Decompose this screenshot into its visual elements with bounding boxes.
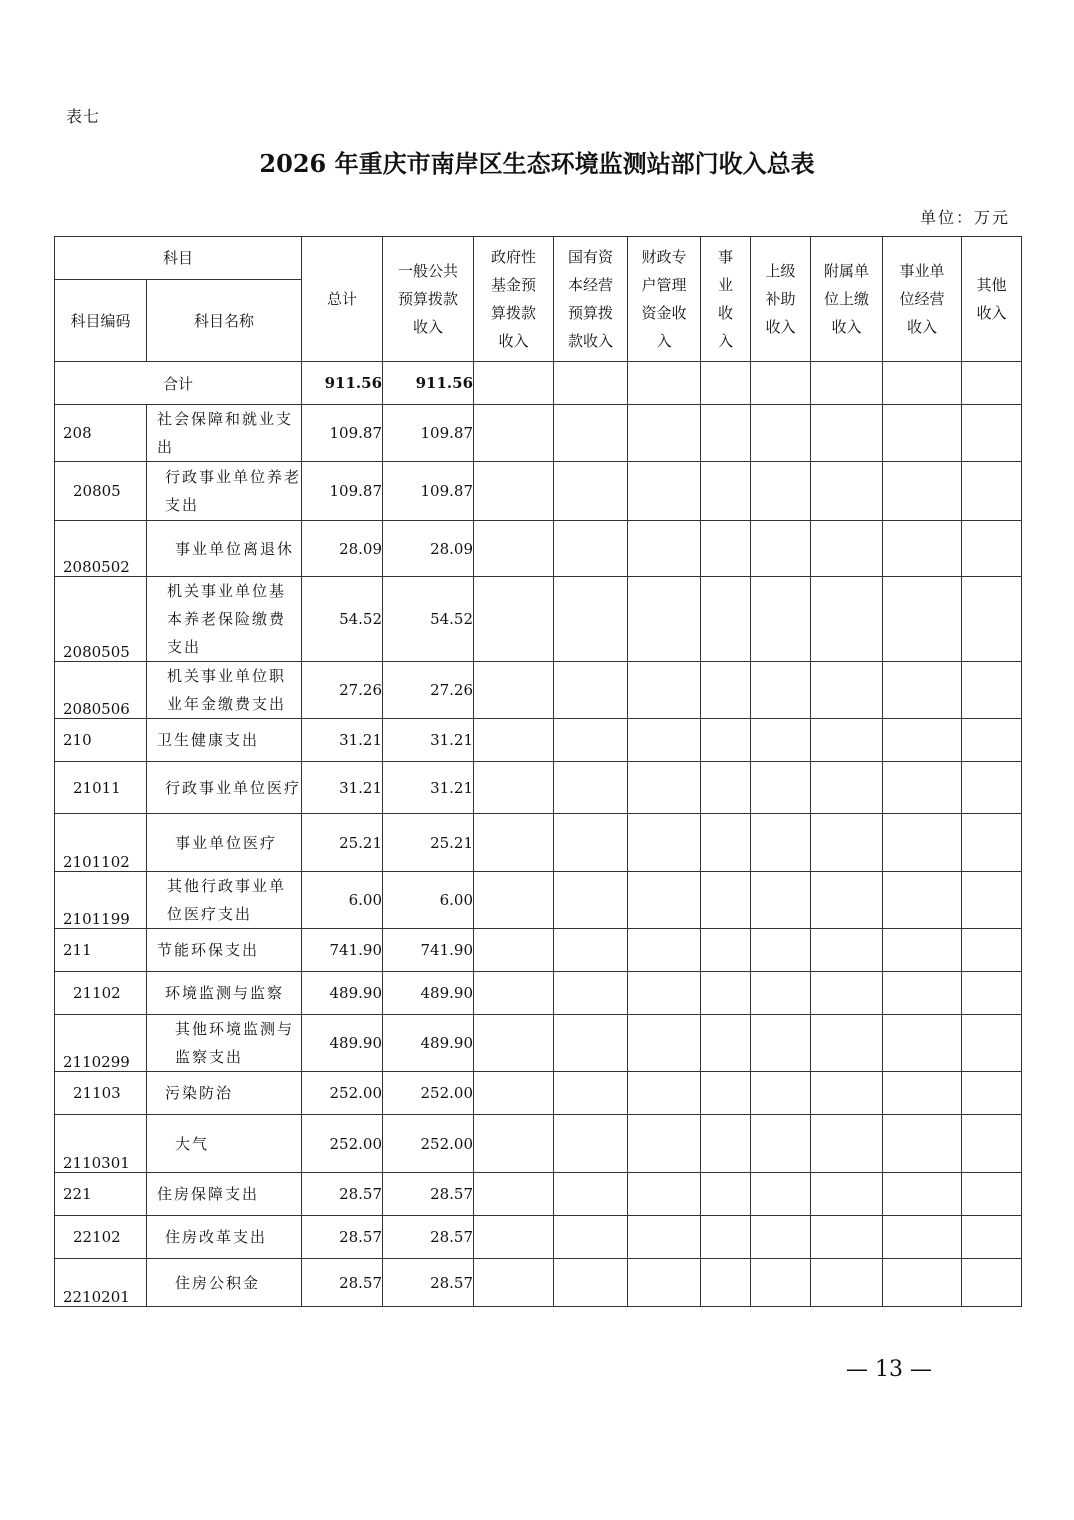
subject-name-cell: 行政事业单位医疗 xyxy=(147,762,302,814)
empty-cell xyxy=(628,1216,701,1259)
empty-cell xyxy=(811,1015,883,1072)
empty-cell xyxy=(701,719,751,762)
general-budget-cell: 28.57 xyxy=(383,1173,474,1216)
empty-cell xyxy=(701,577,751,662)
subject-name-cell: 环境监测与监察 xyxy=(147,972,302,1015)
empty-cell xyxy=(474,719,554,762)
table-row xyxy=(55,1259,1022,1307)
empty-cell xyxy=(751,521,811,577)
empty-cell xyxy=(701,405,751,462)
empty-cell xyxy=(751,929,811,972)
subject-name-cell: 卫生健康支出 xyxy=(147,719,302,762)
empty-cell xyxy=(811,814,883,872)
subject-code-cell: 2210201 xyxy=(55,1259,147,1307)
general-budget-cell: 252.00 xyxy=(383,1072,474,1115)
table-row xyxy=(55,814,1022,872)
total-cell: 28.57 xyxy=(302,1216,383,1259)
subject-code-cell: 211 xyxy=(55,929,147,972)
table-row xyxy=(55,1216,1022,1259)
empty-cell xyxy=(751,1115,811,1173)
table-row xyxy=(55,1115,1022,1173)
general-budget-cell: 489.90 xyxy=(383,1015,474,1072)
empty-cell xyxy=(751,972,811,1015)
table-row xyxy=(55,1072,1022,1115)
subject-name-cell: 住房公积金 xyxy=(147,1259,302,1307)
empty-cell xyxy=(628,1173,701,1216)
empty-cell xyxy=(751,462,811,521)
empty-cell xyxy=(628,872,701,929)
empty-cell xyxy=(962,405,1022,462)
empty-cell xyxy=(701,814,751,872)
subject-code-cell: 2110299 xyxy=(55,1015,147,1072)
general-budget-cell: 252.00 xyxy=(383,1115,474,1173)
empty-cell xyxy=(883,521,962,577)
empty-cell xyxy=(474,762,554,814)
subject-code-cell: 2110301 xyxy=(55,1115,147,1173)
empty-cell xyxy=(628,1259,701,1307)
empty-cell xyxy=(811,662,883,719)
table-row xyxy=(55,762,1022,814)
total-cell: 31.21 xyxy=(302,762,383,814)
empty-cell xyxy=(883,662,962,719)
empty-cell xyxy=(474,972,554,1015)
header-gov-fund: 政府性基金预算拨款收入 xyxy=(474,237,554,362)
empty-cell xyxy=(554,1216,628,1259)
empty-cell xyxy=(554,1015,628,1072)
empty-cell xyxy=(628,462,701,521)
empty-cell xyxy=(811,972,883,1015)
subject-name-cell: 其他环境监测与监察支出 xyxy=(147,1015,302,1072)
general-budget-cell: 31.21 xyxy=(383,719,474,762)
empty-cell xyxy=(751,719,811,762)
subject-name-cell: 污染防治 xyxy=(147,1072,302,1115)
empty-cell xyxy=(962,872,1022,929)
empty-cell xyxy=(962,1259,1022,1307)
empty-cell xyxy=(474,405,554,462)
subject-name-cell: 社会保障和就业支出 xyxy=(147,405,302,462)
empty-cell xyxy=(962,814,1022,872)
empty-cell xyxy=(751,577,811,662)
empty-cell xyxy=(554,1072,628,1115)
subject-code-cell: 21102 xyxy=(55,972,147,1015)
empty-cell xyxy=(554,814,628,872)
empty-cell xyxy=(811,1115,883,1173)
page-title: 2026 年重庆市南岸区生态环境监测站部门收入总表 xyxy=(259,149,815,178)
subject-code-cell: 2101102 xyxy=(55,814,147,872)
totals-general: 911.56 xyxy=(383,362,474,405)
empty-cell xyxy=(811,929,883,972)
total-cell: 252.00 xyxy=(302,1072,383,1115)
empty-cell xyxy=(554,405,628,462)
empty-cell xyxy=(701,1015,751,1072)
empty-cell xyxy=(474,1115,554,1173)
empty-cell xyxy=(883,762,962,814)
subject-name-cell: 事业单位医疗 xyxy=(147,814,302,872)
empty-cell xyxy=(628,814,701,872)
empty-cell xyxy=(751,662,811,719)
empty-cell xyxy=(554,577,628,662)
empty-cell xyxy=(554,972,628,1015)
empty-cell xyxy=(751,1072,811,1115)
empty-cell xyxy=(962,762,1022,814)
empty-cell xyxy=(751,405,811,462)
empty-cell xyxy=(628,1115,701,1173)
empty-cell xyxy=(811,1072,883,1115)
subject-name-cell: 住房保障支出 xyxy=(147,1173,302,1216)
general-budget-cell: 25.21 xyxy=(383,814,474,872)
total-cell: 25.21 xyxy=(302,814,383,872)
empty-cell xyxy=(962,929,1022,972)
general-budget-cell: 28.09 xyxy=(383,521,474,577)
header-subject-code: 科目编码 xyxy=(55,280,147,362)
subject-name-cell: 大气 xyxy=(147,1115,302,1173)
empty-cell xyxy=(751,1216,811,1259)
empty-cell xyxy=(962,1216,1022,1259)
table-row xyxy=(55,521,1022,577)
unit-label: 单位：万元 xyxy=(919,208,1010,227)
subject-name-cell: 其他行政事业单位医疗支出 xyxy=(147,872,302,929)
empty-cell xyxy=(883,719,962,762)
totals-row xyxy=(55,362,1022,405)
page-number: — 13 — xyxy=(846,1357,932,1382)
empty-cell xyxy=(883,814,962,872)
empty-cell xyxy=(474,577,554,662)
empty-cell xyxy=(811,762,883,814)
empty-cell xyxy=(474,1173,554,1216)
empty-cell xyxy=(628,405,701,462)
general-budget-cell: 54.52 xyxy=(383,577,474,662)
empty-cell xyxy=(554,762,628,814)
empty-cell xyxy=(628,929,701,972)
empty-cell xyxy=(883,1173,962,1216)
empty-cell xyxy=(811,462,883,521)
empty-cell xyxy=(554,719,628,762)
general-budget-cell: 6.00 xyxy=(383,872,474,929)
empty-cell xyxy=(701,929,751,972)
empty-cell xyxy=(554,462,628,521)
empty-cell xyxy=(883,462,962,521)
empty-cell xyxy=(962,1173,1022,1216)
total-cell: 109.87 xyxy=(302,462,383,521)
empty-cell xyxy=(883,577,962,662)
income-table xyxy=(54,236,1022,1307)
subject-code-cell: 210 xyxy=(55,719,147,762)
empty-cell xyxy=(628,662,701,719)
empty-cell xyxy=(962,1072,1022,1115)
empty-cell xyxy=(701,1115,751,1173)
empty-cell xyxy=(701,462,751,521)
empty-cell xyxy=(554,662,628,719)
table-label: 表七 xyxy=(66,107,101,126)
empty-cell xyxy=(962,662,1022,719)
subject-name-cell: 行政事业单位养老支出 xyxy=(147,462,302,521)
empty-cell xyxy=(628,1015,701,1072)
header-subject: 科目 xyxy=(55,237,302,280)
total-cell: 489.90 xyxy=(302,1015,383,1072)
total-cell: 28.09 xyxy=(302,521,383,577)
empty-cell xyxy=(962,462,1022,521)
table-row xyxy=(55,929,1022,972)
subject-code-cell: 2080505 xyxy=(55,577,147,662)
subject-code-cell: 221 xyxy=(55,1173,147,1216)
empty-cell xyxy=(474,1072,554,1115)
subject-name-cell: 机关事业单位基本养老保险缴费支出 xyxy=(147,577,302,662)
empty-cell xyxy=(701,1216,751,1259)
header-subject-name: 科目名称 xyxy=(147,280,302,362)
empty-cell xyxy=(962,577,1022,662)
empty-cell xyxy=(811,872,883,929)
empty-cell xyxy=(628,521,701,577)
empty-cell xyxy=(811,719,883,762)
total-cell: 741.90 xyxy=(302,929,383,972)
subject-code-cell: 2080502 xyxy=(55,521,147,577)
empty-cell xyxy=(628,1072,701,1115)
empty-cell xyxy=(751,1015,811,1072)
empty-cell xyxy=(628,719,701,762)
empty-cell xyxy=(474,814,554,872)
subject-name-cell: 节能环保支出 xyxy=(147,929,302,972)
empty-cell xyxy=(962,1115,1022,1173)
total-cell: 28.57 xyxy=(302,1173,383,1216)
empty-cell xyxy=(474,1015,554,1072)
subject-code-cell: 21011 xyxy=(55,762,147,814)
empty-cell xyxy=(751,872,811,929)
table-row xyxy=(55,972,1022,1015)
empty-cell xyxy=(701,972,751,1015)
totals-label: 合计 xyxy=(55,362,302,405)
empty-cell xyxy=(811,577,883,662)
empty-cell xyxy=(474,521,554,577)
general-budget-cell: 489.90 xyxy=(383,972,474,1015)
empty-cell xyxy=(883,972,962,1015)
empty-cell xyxy=(701,872,751,929)
subject-name-cell: 机关事业单位职业年金缴费支出 xyxy=(147,662,302,719)
empty-cell xyxy=(474,1259,554,1307)
empty-cell xyxy=(554,929,628,972)
empty-cell xyxy=(883,1072,962,1115)
general-budget-cell: 28.57 xyxy=(383,1259,474,1307)
empty-cell xyxy=(474,662,554,719)
empty-cell xyxy=(474,462,554,521)
table-row xyxy=(55,577,1022,662)
empty-cell xyxy=(701,521,751,577)
empty-cell xyxy=(701,762,751,814)
empty-cell xyxy=(962,972,1022,1015)
header-affiliated: 附属单位上缴收入 xyxy=(811,237,883,362)
total-cell: 28.57 xyxy=(302,1259,383,1307)
empty-cell xyxy=(883,1115,962,1173)
table-row xyxy=(55,1173,1022,1216)
empty-cell xyxy=(811,1216,883,1259)
empty-cell xyxy=(811,1173,883,1216)
empty-cell xyxy=(751,762,811,814)
subject-code-cell: 2101199 xyxy=(55,872,147,929)
empty-cell xyxy=(474,1216,554,1259)
general-budget-cell: 109.87 xyxy=(383,405,474,462)
empty-cell xyxy=(701,1259,751,1307)
empty-cell xyxy=(962,1015,1022,1072)
table-row xyxy=(55,405,1022,462)
empty-cell xyxy=(751,1173,811,1216)
empty-cell xyxy=(554,1115,628,1173)
general-budget-cell: 109.87 xyxy=(383,462,474,521)
header-business: 事业收入 xyxy=(701,237,751,362)
empty-cell xyxy=(701,1173,751,1216)
empty-cell xyxy=(554,1173,628,1216)
empty-cell xyxy=(883,872,962,929)
subject-name-cell: 住房改革支出 xyxy=(147,1216,302,1259)
empty-cell xyxy=(883,929,962,972)
empty-cell xyxy=(628,762,701,814)
total-cell: 54.52 xyxy=(302,577,383,662)
table-row xyxy=(55,662,1022,719)
empty-cell xyxy=(474,872,554,929)
empty-cell xyxy=(701,662,751,719)
general-budget-cell: 28.57 xyxy=(383,1216,474,1259)
header-state-capital: 国有资本经营预算拨款收入 xyxy=(554,237,628,362)
subject-code-cell: 20805 xyxy=(55,462,147,521)
empty-cell xyxy=(811,1259,883,1307)
table-row xyxy=(55,1015,1022,1072)
total-cell: 252.00 xyxy=(302,1115,383,1173)
empty-cell xyxy=(883,405,962,462)
empty-cell xyxy=(554,872,628,929)
total-cell: 31.21 xyxy=(302,719,383,762)
empty-cell xyxy=(628,972,701,1015)
empty-cell xyxy=(751,814,811,872)
total-cell: 6.00 xyxy=(302,872,383,929)
general-budget-cell: 31.21 xyxy=(383,762,474,814)
empty-cell xyxy=(701,1072,751,1115)
subject-code-cell: 22102 xyxy=(55,1216,147,1259)
general-budget-cell: 27.26 xyxy=(383,662,474,719)
empty-cell xyxy=(811,521,883,577)
empty-cell xyxy=(883,1015,962,1072)
table-row xyxy=(55,462,1022,521)
header-general-budget: 一般公共预算拨款收入 xyxy=(383,237,474,362)
header-total: 总计 xyxy=(302,237,383,362)
table-row xyxy=(55,872,1022,929)
total-cell: 109.87 xyxy=(302,405,383,462)
empty-cell xyxy=(811,405,883,462)
empty-cell xyxy=(751,1259,811,1307)
subject-code-cell: 208 xyxy=(55,405,147,462)
header-business-operation: 事业单位经营收入 xyxy=(883,237,962,362)
empty-cell xyxy=(962,521,1022,577)
subject-code-cell: 21103 xyxy=(55,1072,147,1115)
general-budget-cell: 741.90 xyxy=(383,929,474,972)
total-cell: 489.90 xyxy=(302,972,383,1015)
empty-cell xyxy=(883,1259,962,1307)
table-row xyxy=(55,719,1022,762)
header-fiscal-special: 财政专户管理资金收入 xyxy=(628,237,701,362)
empty-cell xyxy=(628,577,701,662)
empty-cell xyxy=(474,929,554,972)
totals-total: 911.56 xyxy=(302,362,383,405)
header-upper-subsidy: 上级补助收入 xyxy=(751,237,811,362)
subject-name-cell: 事业单位离退休 xyxy=(147,521,302,577)
subject-code-cell: 2080506 xyxy=(55,662,147,719)
empty-cell xyxy=(962,719,1022,762)
empty-cell xyxy=(883,1216,962,1259)
empty-cell xyxy=(554,1259,628,1307)
empty-cell xyxy=(554,521,628,577)
total-cell: 27.26 xyxy=(302,662,383,719)
header-other: 其他收入 xyxy=(962,237,1022,362)
